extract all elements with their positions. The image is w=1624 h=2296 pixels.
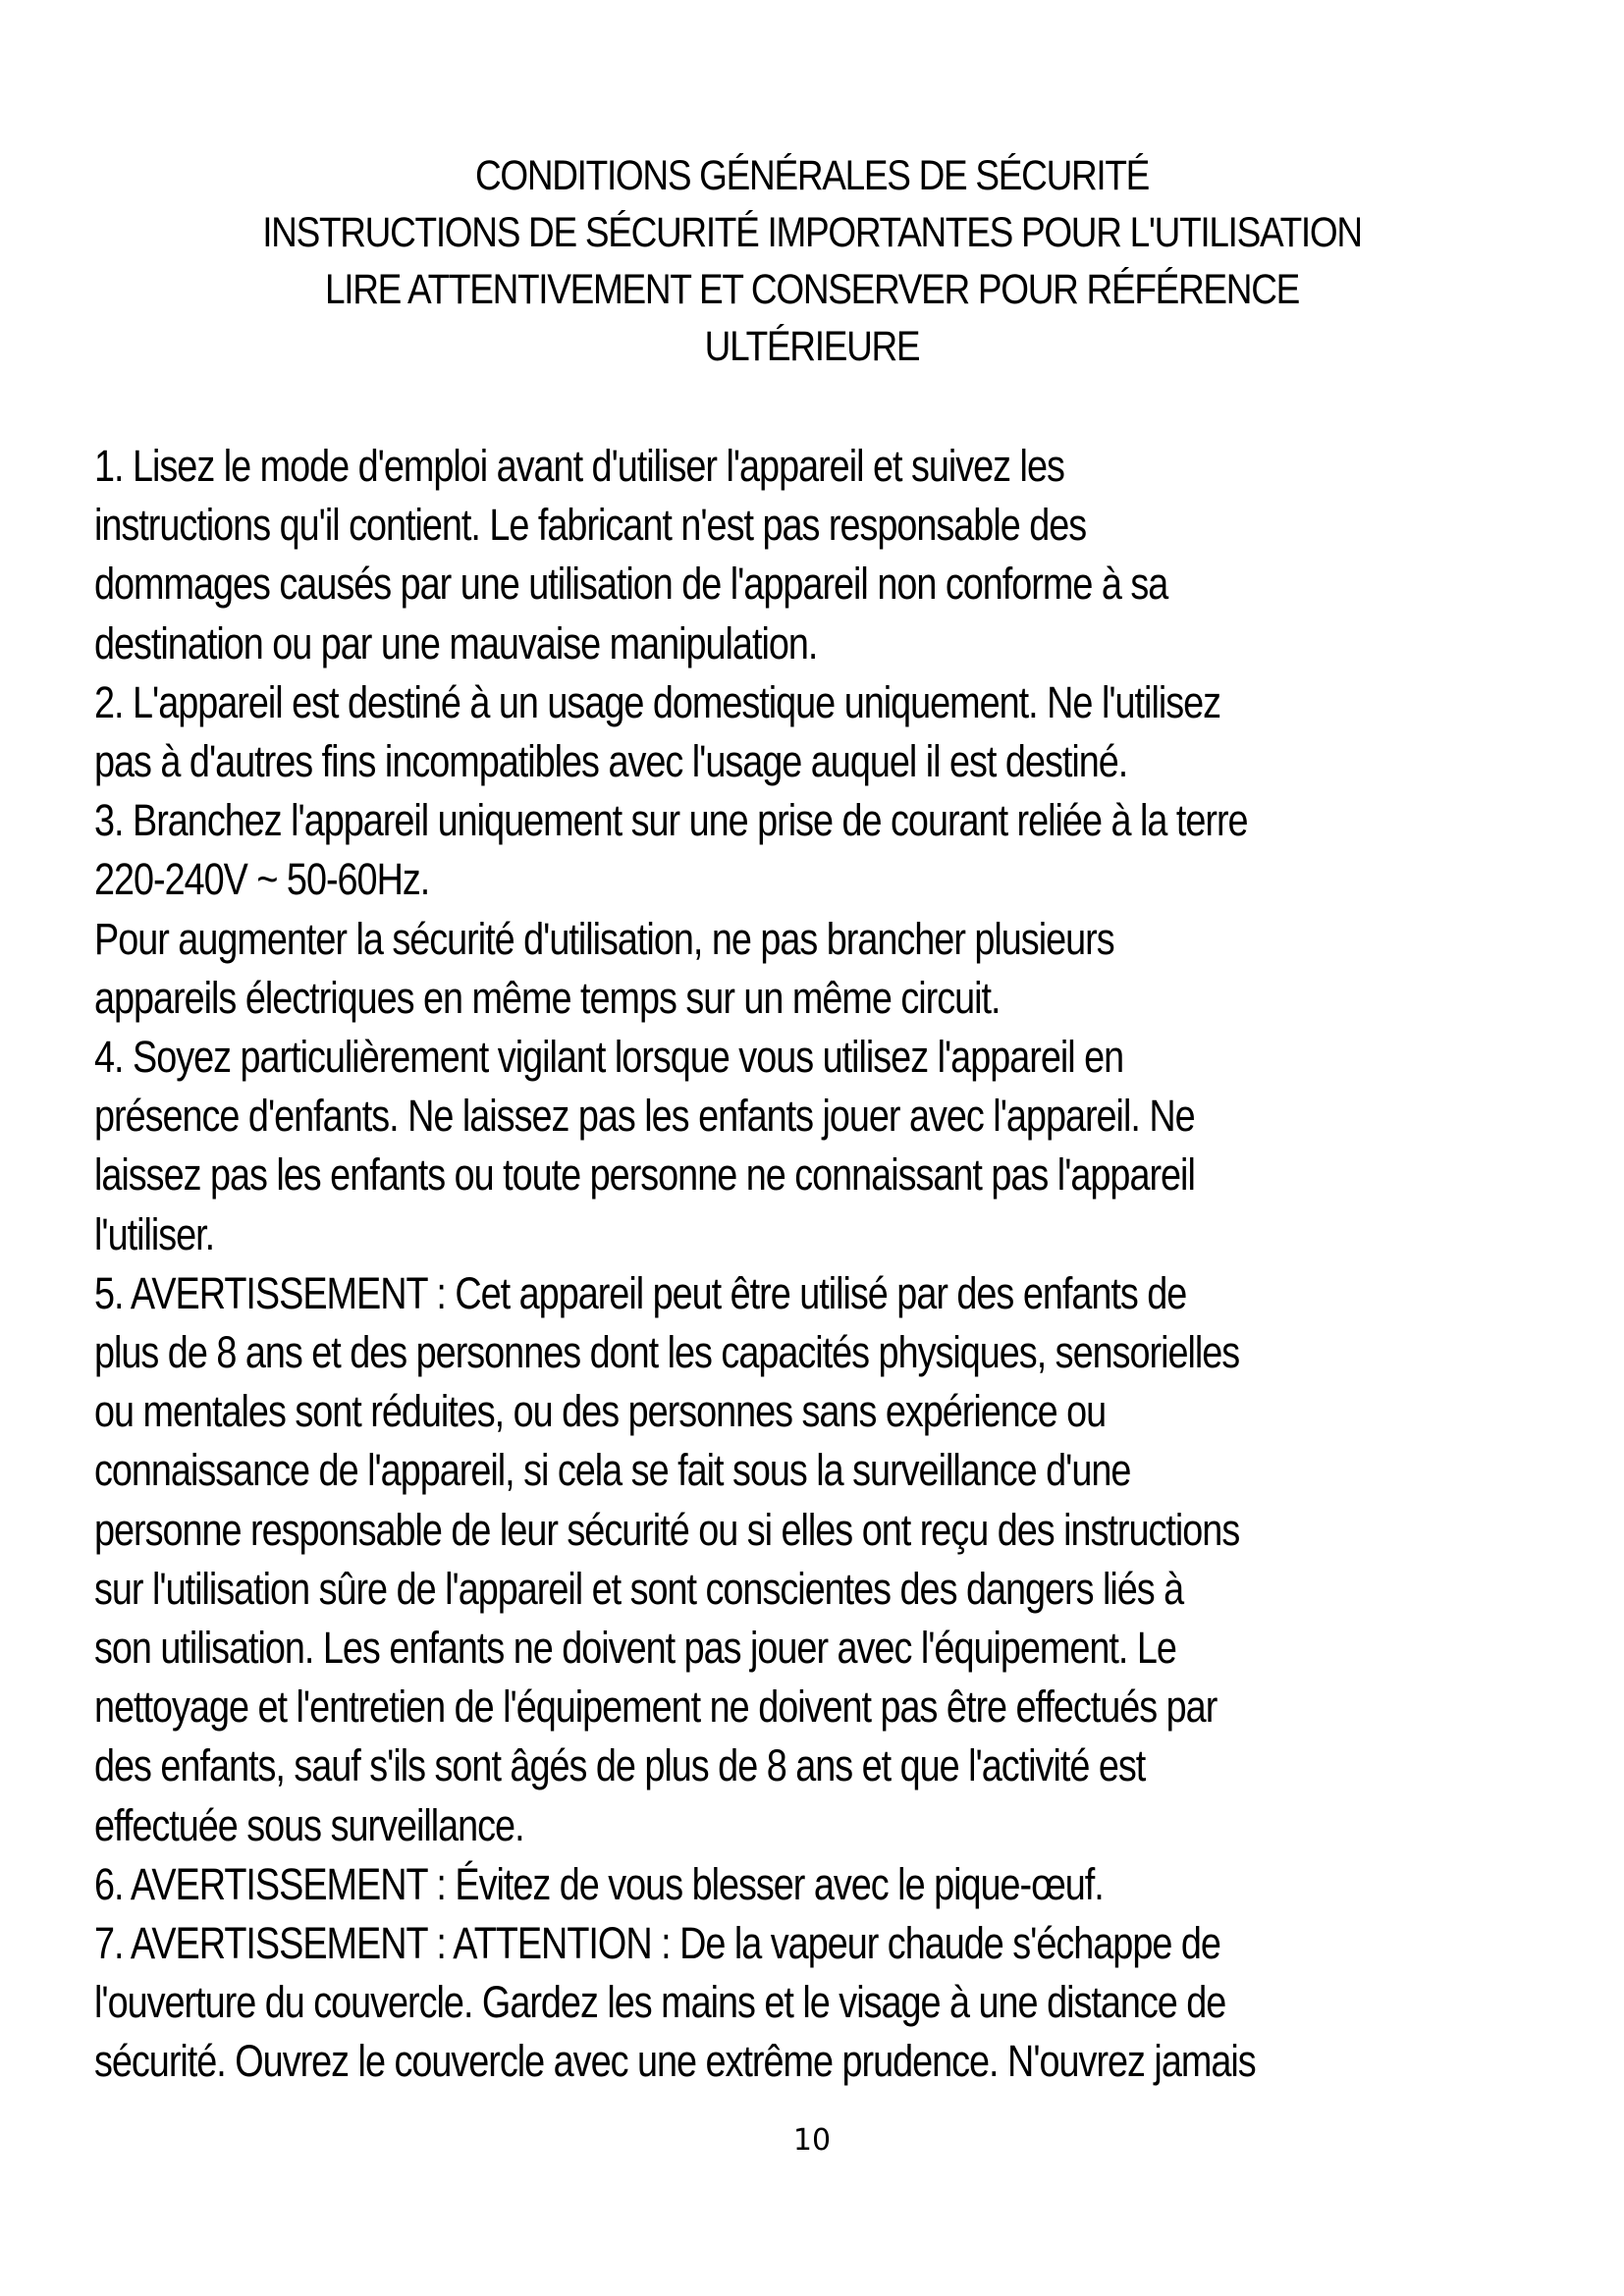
body-line: pas à d'autres fins incompatibles avec l'usage auquel il est destiné.	[94, 736, 1128, 787]
body-line: connaissance de l'appareil, si cela se fait sous la surveillance d'une	[94, 1445, 1131, 1496]
safety-heading	[182, 147, 1443, 375]
body-line: nettoyage et l'entretien de l'équipement ne doivent pas être effectués par	[94, 1682, 1218, 1733]
body-line: 7. AVERTISSEMENT : ATTENTION : De la vapeur chaude s'échappe de	[94, 1918, 1220, 1969]
body-line: des enfants, sauf s'ils sont âgés de plus de 8 ans et que l'activité est	[94, 1740, 1146, 1791]
body-line: présence d'enfants. Ne laissez pas les enfants jouer avec l'appareil. Ne	[94, 1091, 1195, 1142]
body-line: destination ou par une mauvaise manipulation.	[94, 617, 818, 668]
body-line: 5. AVERTISSEMENT : Cet appareil peut être utilisé par des enfants de	[94, 1267, 1187, 1318]
heading-line: ULTÉRIEURE	[704, 323, 920, 370]
body-line: instructions qu'il contient. Le fabricant n'est pas responsable des	[94, 500, 1087, 551]
body-line: ou mentales sont réduites, ou des personnes sans expérience ou	[94, 1386, 1107, 1437]
body-line: appareils électriques en même temps sur un même circuit.	[94, 972, 1001, 1023]
body-line: Pour augmenter la sécurité d'utilisation, ne pas brancher plusieurs	[94, 913, 1114, 964]
body-line: laissez pas les enfants ou toute personne ne connaissant pas l'appareil	[94, 1149, 1195, 1201]
heading-line: LIRE ATTENTIVEMENT ET CONSERVER POUR RÉFÉRENCE	[324, 266, 1300, 313]
body-line: effectuée sous surveillance.	[94, 1799, 524, 1850]
body-line: son utilisation. Les enfants ne doivent pas jouer avec l'équipement. Le	[94, 1623, 1176, 1674]
page-number: 10	[792, 2123, 832, 2158]
heading-line: INSTRUCTIONS DE SÉCURITÉ IMPORTANTES POUR L'UTILISATION	[262, 209, 1362, 256]
body-line: personne responsable de leur sécurité ou si elles ont reçu des instructions	[94, 1504, 1240, 1555]
body-line: 1. Lisez le mode d'emploi avant d'utiliser l'appareil et suivez les	[94, 441, 1064, 491]
body-line: l'ouverture du couvercle. Gardez les mains et le visage à une distance de	[94, 1977, 1226, 2028]
body-line: dommages causés par une utilisation de l'appareil non conforme à sa	[94, 559, 1168, 610]
body-line: sur l'utilisation sûre de l'appareil et sont conscientes des dangers liés à	[94, 1563, 1184, 1614]
body-line: 4. Soyez particulièrement vigilant lorsque vous utilisez l'appareil en	[94, 1032, 1124, 1083]
safety-instructions-body	[94, 437, 1447, 2092]
body-line: sécurité. Ouvrez le couvercle avec une extrême prudence. N'ouvrez jamais	[94, 2036, 1256, 2087]
heading-line: CONDITIONS GÉNÉRALES DE SÉCURITÉ	[474, 152, 1150, 199]
body-line: 220-240V ~ 50-60Hz.	[94, 854, 430, 905]
body-line: l'utiliser.	[94, 1208, 215, 1259]
body-line: plus de 8 ans et des personnes dont les capacités physiques, sensorielles	[94, 1327, 1240, 1378]
body-line: 3. Branchez l'appareil uniquement sur une prise de courant reliée à la terre	[94, 795, 1248, 846]
body-line: 6. AVERTISSEMENT : Évitez de vous blesser avec le pique-œuf.	[94, 1858, 1104, 1909]
body-line: 2. L'appareil est destiné à un usage domestique uniquement. Ne l'utilisez	[94, 676, 1221, 727]
